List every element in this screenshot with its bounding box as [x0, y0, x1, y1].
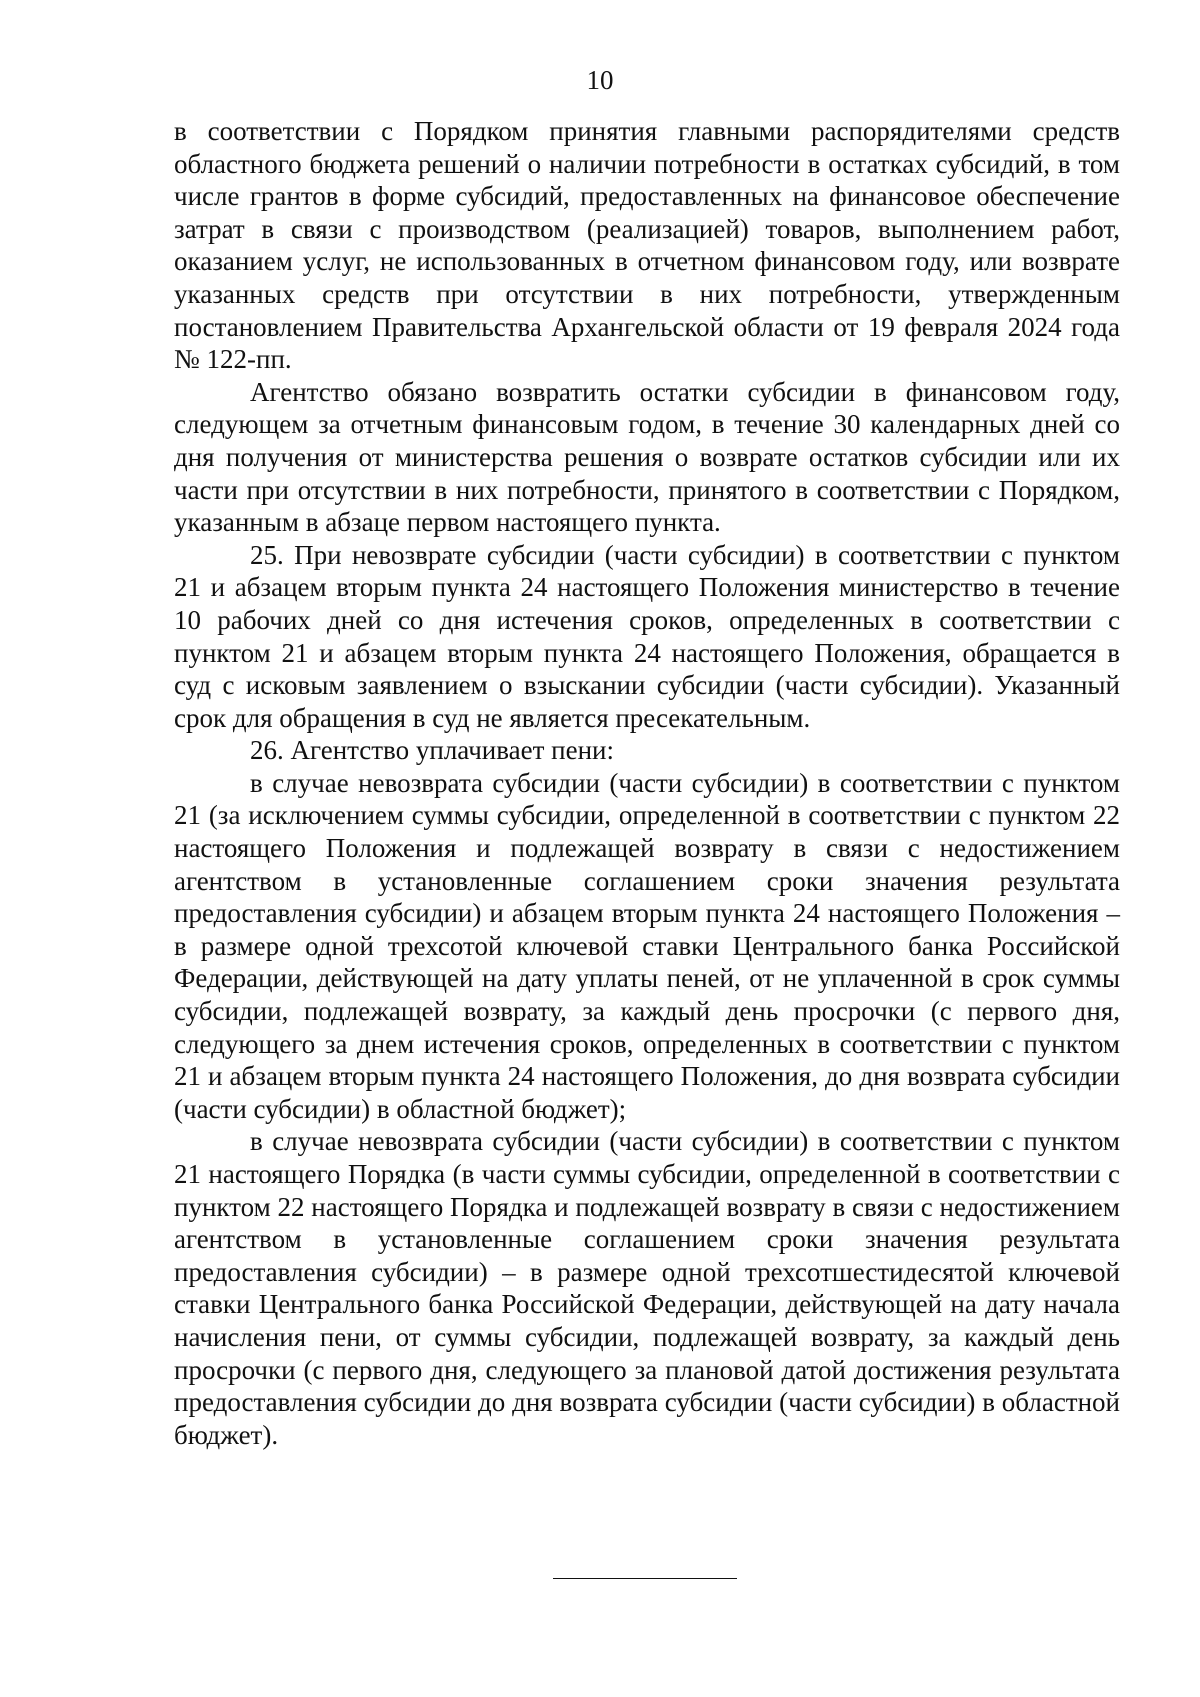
paragraph-item-26: 26. Агентство уплачивает пени:: [250, 735, 614, 766]
paragraph-penalty-second-case: в случае невозврата субсидии (части субсидии) в соответствии с пунктом 21 настоящего Порядка (в части суммы субсидии, определенной в соответствии с пунктом 22 настоящего Порядка и подлежащей возврату в связи с недостижением агентством в установленные соглашением сроки значения результата предоставления субсидии) – в размере одной трехсотшестидесятой ключевой ставки Центрального банка Российской Федерации, действующей на дату начала начисления пени, от суммы субсидии, подлежащей возврату, за каждый день просрочки (с первого дня, следующего за плановой датой достижения результата предоставления субсидии до дня возврата субсидии (части субсидии) в областной бюджет).: [174, 1126, 1120, 1450]
paragraph-item-25: 25. При невозврате субсидии (части субсидии) в соответствии с пунктом 21 и абзацем вторым пункта 24 настоящего Положения министерство в течение 10 рабочих дней со дня истечения сроков, определенных в соответствии с пунктом 21 и абзацем вторым пункта 24 настоящего Положения, обращается в суд с исковым заявлением о взыскании субсидии (части субсидии). Указанный срок для обращения в суд не является пресекательным.: [174, 539, 1120, 733]
paragraph-penalty-first-case: в случае невозврата субсидии (части субсидии) в соответствии с пунктом 21 (за исключением суммы субсидии, определенной в соответствии с пунктом 22 настоящего Положения и подлежащей возврату в связи с недостижением агентством в установленные соглашением сроки значения результата предоставления субсидии) и абзацем вторым пункта 24 настоящего Положения – в размере одной трехсотой ключевой ставки Центрального банка Российской Федерации, действующей на дату уплаты пеней, от не уплаченной в срок суммы субсидии, подлежащей возврату, за каждый день просрочки (с первого дня, следующего за днем истечения сроков, определенных в соответствии с пунктом 21 и абзацем вторым пункта 24 настоящего Положения, до дня возврата субсидии (части субсидии) в областной бюджет);: [174, 767, 1120, 1124]
page-number: 10: [586, 65, 614, 95]
document-body: [174, 115, 1120, 1451]
paragraph-return-obligation: Агентство обязано возвратить остатки субсидии в финансовом году, следующем за отчетным финансовым годом, в течение 30 календарных дней со дня получения от министерства решения о возврате остатков субсидии или их части при отсутствии в них потребности, принятого в соответствии с Порядком, указанным в абзаце первом настоящего пункта.: [174, 376, 1120, 538]
end-of-document-rule: [553, 1578, 737, 1579]
paragraph-continuation: в соответствии с Порядком принятия главными распорядителями средств областного бюджета решений о наличии потребности в остатках субсидий, в том числе грантов в форме субсидий, предоставленных на финансовое обеспечение затрат в связи с производством (реализацией) товаров, выполнением работ, оказанием услуг, не использованных в отчетном финансовом году, или возврате указанных средств при отсутствии в них потребности, утвержденным постановлением Правительства Архангельской области от 19 февраля 2024 года № 122-пп.: [174, 116, 1120, 375]
